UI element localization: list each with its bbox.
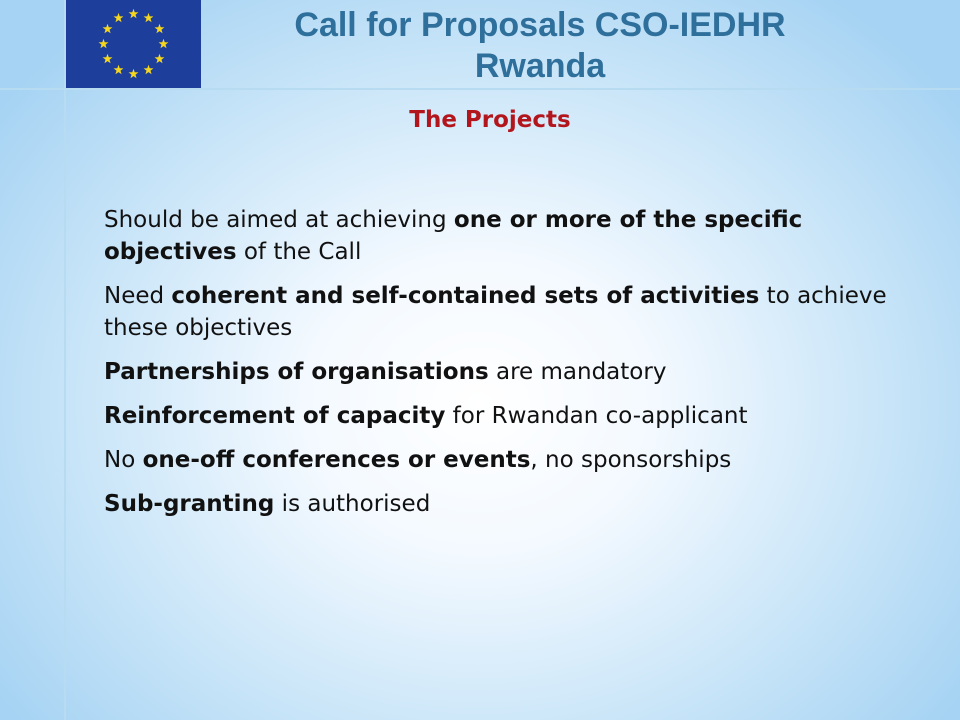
point-emphasis: Partnerships of organisations	[104, 359, 489, 385]
point-text: to achieve these objectives	[104, 283, 887, 341]
point-text: is authorised	[274, 491, 431, 517]
point-emphasis: coherent and self-contained sets of activities	[171, 283, 760, 309]
point-text: , no sponsorships	[530, 447, 732, 473]
star-icon	[155, 54, 165, 63]
point-emphasis: one-off conferences or events	[142, 447, 531, 473]
page-title-line-1: Call for Proposals CSO-IEDHR	[294, 6, 786, 44]
point-emphasis: Reinforcement of capacity	[104, 403, 446, 429]
point-text: No	[104, 447, 143, 473]
point-text: of the Call	[236, 239, 362, 265]
page-title-line-2: Rwanda	[474, 47, 606, 85]
project-requirements-list	[104, 204, 934, 532]
list-item	[104, 280, 934, 344]
list-item	[104, 400, 934, 432]
eu-flag	[66, 0, 201, 88]
star-icon	[144, 65, 154, 74]
star-icon	[103, 54, 113, 63]
list-item	[104, 356, 934, 388]
star-icon	[144, 13, 154, 22]
star-icon	[99, 39, 109, 48]
star-icon	[129, 9, 139, 18]
list-item	[104, 204, 934, 268]
point-text: for Rwandan co-applicant	[445, 403, 748, 429]
point-emphasis: one or more of the specific objectives	[104, 207, 803, 265]
horizontal-divider	[0, 88, 960, 90]
star-icon	[114, 65, 124, 74]
point-emphasis: Sub-granting	[104, 491, 275, 517]
point-text: are mandatory	[488, 359, 667, 385]
star-icon	[155, 24, 165, 33]
list-item	[104, 444, 934, 476]
list-item	[104, 488, 934, 520]
vertical-divider	[64, 0, 66, 720]
star-icon	[129, 69, 139, 78]
star-icon	[159, 39, 169, 48]
star-icon	[114, 13, 124, 22]
eu-flag-stars	[66, 0, 201, 88]
star-icon	[103, 24, 113, 33]
section-heading: The Projects	[409, 107, 571, 133]
point-text: Should be aimed at achieving	[104, 207, 454, 233]
point-text: Need	[104, 283, 172, 309]
